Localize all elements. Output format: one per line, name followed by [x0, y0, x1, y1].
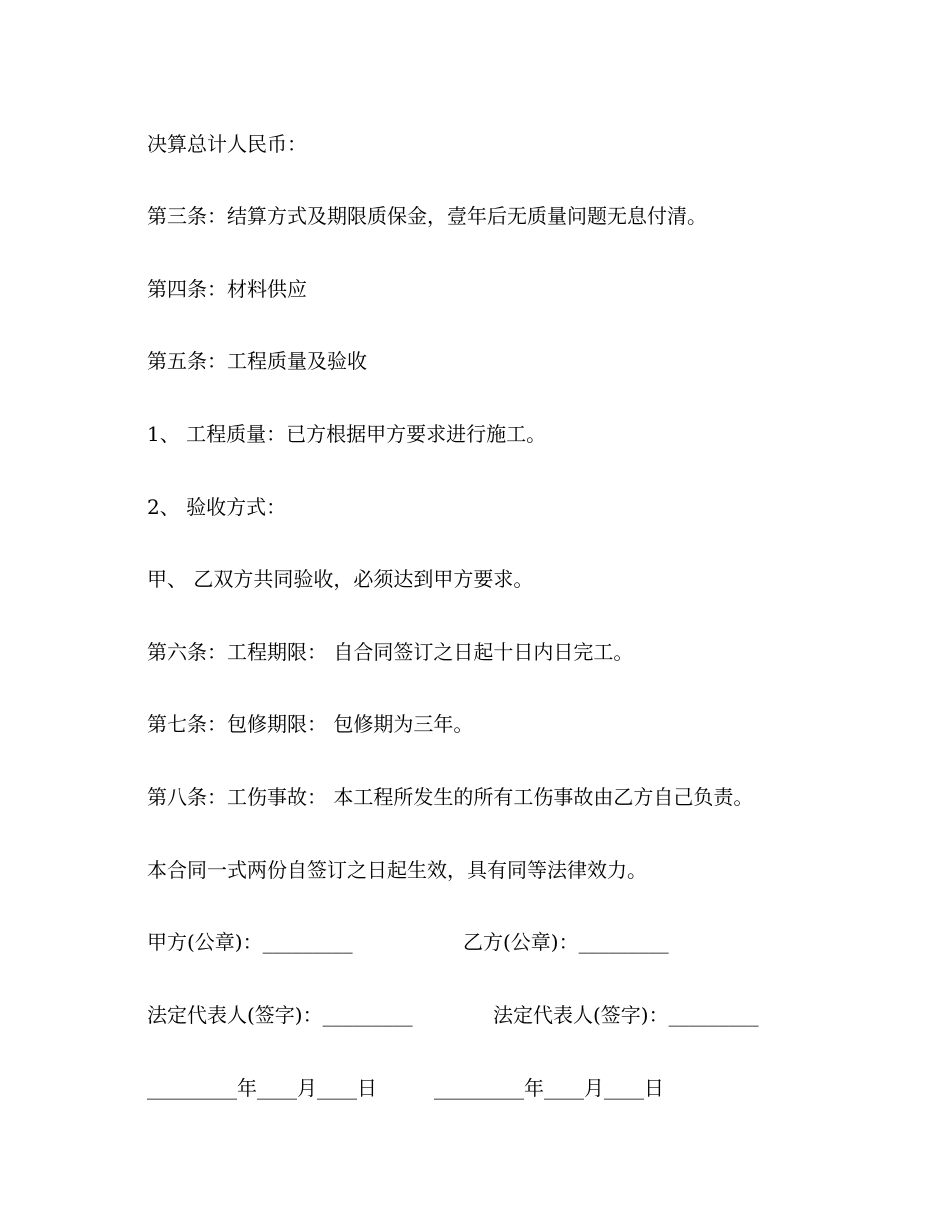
- article-3-settlement: 第三条：结算方式及期限质保金，壹年后无质量问题无息付清。: [147, 204, 707, 228]
- party-a-date: _________年____月____日: [147, 1076, 377, 1100]
- party-a-seal: 甲方(公章)：_________: [147, 930, 353, 954]
- article-6-duration: 第六条：工程期限： 自合同签订之日起十日内日完工。: [147, 640, 634, 664]
- contract-effect: 本合同一式两份自签订之日起生效，具有同等法律效力。: [147, 858, 647, 882]
- seal-row: [147, 929, 847, 955]
- representative-row: [147, 1002, 847, 1028]
- date-row: [147, 1075, 847, 1101]
- settlement-total-line: 决算总计人民币：: [147, 132, 307, 156]
- clause-1-quality: 1、 工程质量：已方根据甲方要求进行施工。: [147, 422, 547, 446]
- article-8-injury: 第八条：工伤事故： 本工程所发生的所有工伤事故由乙方自己负责。: [147, 785, 754, 809]
- party-a-representative: 法定代表人(签字)：_________: [147, 1003, 413, 1027]
- article-7-warranty: 第七条：包修期限： 包修期为三年。: [147, 712, 474, 736]
- clause-2-acceptance: 2、 验收方式：: [147, 495, 287, 519]
- article-4-materials: 第四条：材料供应: [147, 277, 307, 301]
- party-b-representative: 法定代表人(签字)：_________: [493, 1003, 759, 1027]
- article-5-quality: 第五条：工程质量及验收: [147, 349, 367, 373]
- party-b-seal: 乙方(公章)：_________: [463, 930, 669, 954]
- joint-acceptance: 甲、 乙双方共同验收，必须达到甲方要求。: [147, 567, 534, 591]
- party-b-date: _________年____月____日: [434, 1076, 664, 1100]
